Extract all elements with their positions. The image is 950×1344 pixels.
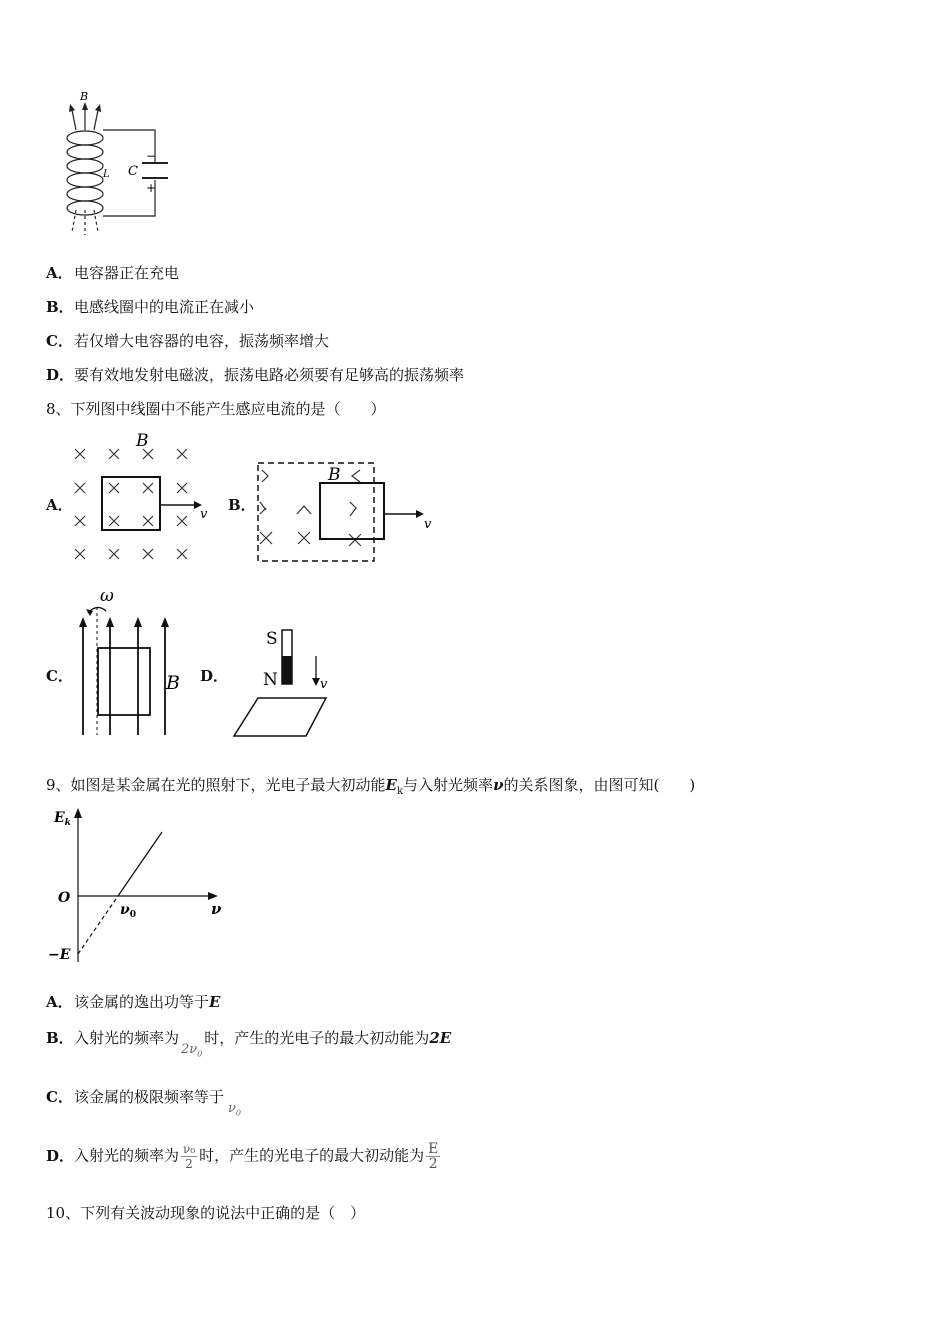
q9-option-b: B．入射光的频率为$2\nu_0$时，产生的光电子的最大初动能为2E bbox=[46, 1029, 452, 1059]
q8-label-b: B． bbox=[228, 496, 256, 514]
label-b: B bbox=[80, 90, 89, 103]
q9-option-c: C．该金属的极限频率等于$\nu_0$ bbox=[46, 1088, 242, 1118]
graph-x-label: ν bbox=[211, 900, 222, 918]
q7-option-d: D．要有效地发射电磁波，振荡电路必须要有足够高的振荡频率 bbox=[46, 366, 465, 384]
label-minus: − bbox=[146, 149, 157, 163]
graph-origin: O bbox=[58, 890, 71, 906]
lc-circuit-figure bbox=[50, 90, 180, 240]
q10-stem: 10、下列有关波动现象的说法中正确的是（ ） bbox=[46, 1204, 366, 1222]
label-plus: + bbox=[146, 181, 157, 195]
fig-d-s: S bbox=[266, 629, 278, 649]
q8-label-a: A． bbox=[46, 496, 73, 514]
label-c: C bbox=[128, 164, 138, 179]
graph-y-label: $E_k$ bbox=[54, 810, 71, 828]
fig-d-n: N bbox=[263, 670, 278, 690]
q8-figure-d bbox=[228, 620, 338, 745]
fig-c-omega: ω bbox=[100, 586, 114, 606]
fig-b-b: B bbox=[328, 465, 341, 485]
q9-graph bbox=[46, 804, 236, 974]
label-l: L bbox=[103, 169, 110, 180]
q9-option-d: D．入射光的频率为 $\frac{\text{ν₀}}{2}$ 时，产生的光电子的最大初动能为 $\frac{E}{2}$ bbox=[46, 1141, 439, 1172]
fig-b-v: v bbox=[424, 517, 432, 532]
q8-stem: 8、下列图中线圈中不能产生感应电流的是（ ） bbox=[46, 400, 386, 418]
q9-stem: 9、如图是某金属在光的照射下，光电子最大初动能$E_k$与入射光频率ν的关系图象，由图可知( ) bbox=[46, 776, 696, 797]
fig-a-b: B bbox=[136, 431, 149, 451]
q8-figure-b bbox=[252, 458, 442, 568]
graph-neg-e: −E bbox=[48, 947, 71, 963]
fig-d-v: v bbox=[320, 677, 328, 692]
q8-figure-c bbox=[70, 585, 190, 740]
q7-option-c: C．若仅增大电容器的电容，振荡频率增大 bbox=[46, 332, 330, 350]
q8-label-d: D． bbox=[200, 667, 229, 685]
q8-label-c: C． bbox=[46, 667, 73, 685]
q9-option-a: A．该金属的逸出功等于E bbox=[46, 993, 221, 1011]
q7-option-a: A．电容器正在充电 bbox=[46, 264, 180, 282]
q7-option-b: B．电感线圈中的电流正在减小 bbox=[46, 298, 255, 316]
fig-c-b: B bbox=[166, 672, 180, 694]
q8-figure-a bbox=[70, 430, 220, 565]
graph-nu0: $\nu_0$ bbox=[120, 902, 136, 920]
fig-a-v: v bbox=[200, 507, 208, 522]
